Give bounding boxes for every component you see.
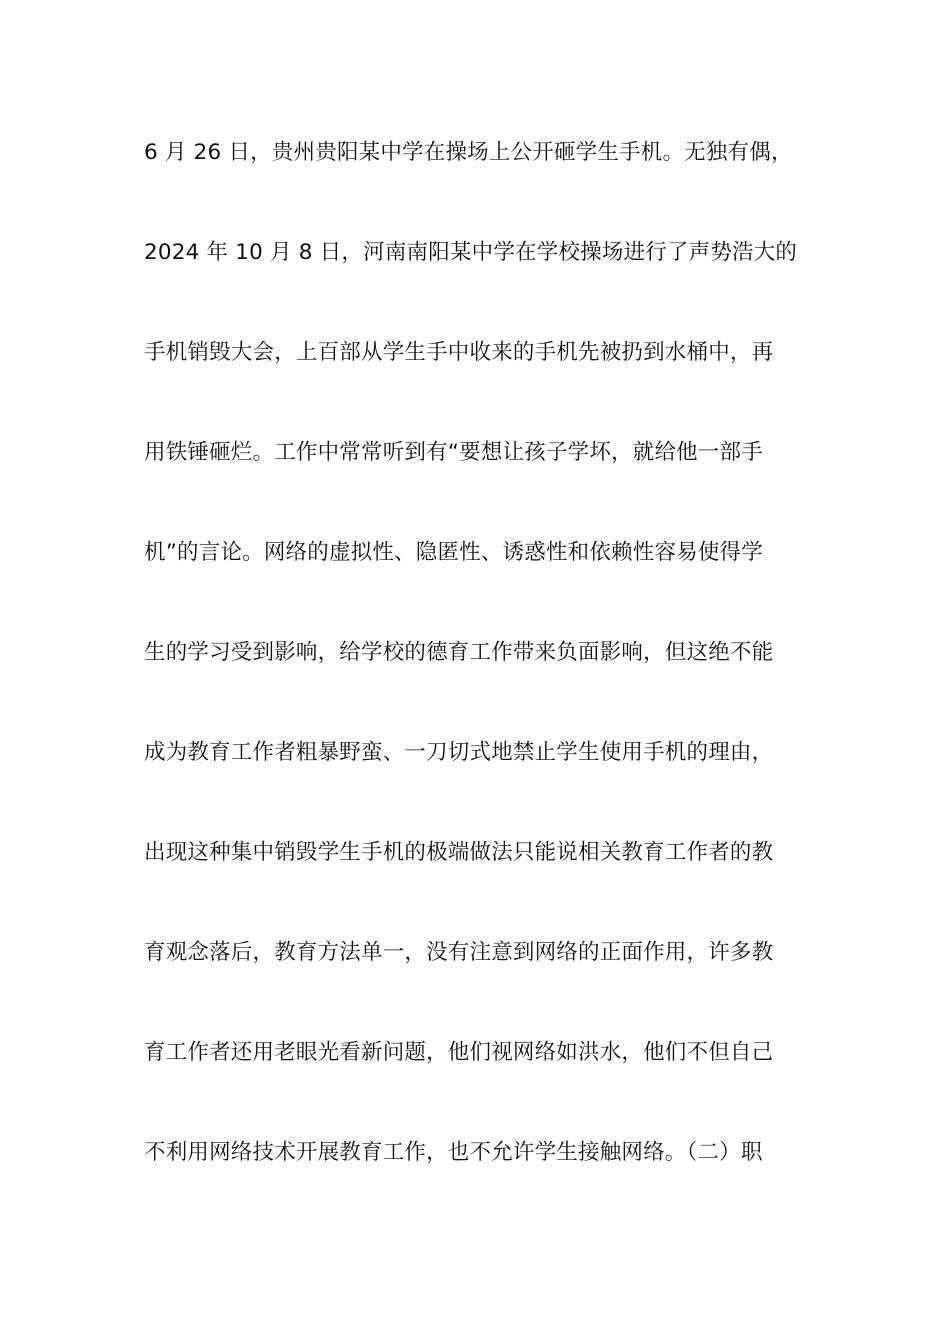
text-line: 育工作者还用老眼光看新问题，他们视网络如洪水，他们不但自己: [144, 1040, 774, 1065]
body-text: [144, 130, 824, 1230]
text-line: 6 月 26 日，贵州贵阳某中学在操场上公开砸学生手机。无独有偶，: [144, 140, 793, 165]
text-line: 手机销毁大会，上百部从学生手中收来的手机先被扔到水桶中，再: [144, 340, 774, 365]
text-line: 用铁锤砸烂。工作中常常听到有“要想让孩子学坏，就给他一部手: [144, 440, 763, 465]
text-line: 不利用网络技术开展教育工作，也不允许学生接触网络。（二）职: [144, 1140, 763, 1165]
text-line: 育观念落后，教育方法单一，没有注意到网络的正面作用，许多教: [144, 940, 774, 965]
text-line: 出现这种集中销毁学生手机的极端做法只能说相关教育工作者的教: [144, 840, 774, 865]
text-line: 2024 年 10 月 8 日，河南南阳某中学在学校操场进行了声势浩大的: [144, 240, 798, 265]
text-line: 生的学习受到影响，给学校的德育工作带来负面影响，但这绝不能: [144, 640, 774, 665]
text-line: 机”的言论。网络的虚拟性、隐匿性、诱惑性和依赖性容易使得学: [144, 540, 763, 565]
text-line: 成为教育工作者粗暴野蛮、一刀切式地禁止学生使用手机的理由，: [144, 740, 774, 765]
